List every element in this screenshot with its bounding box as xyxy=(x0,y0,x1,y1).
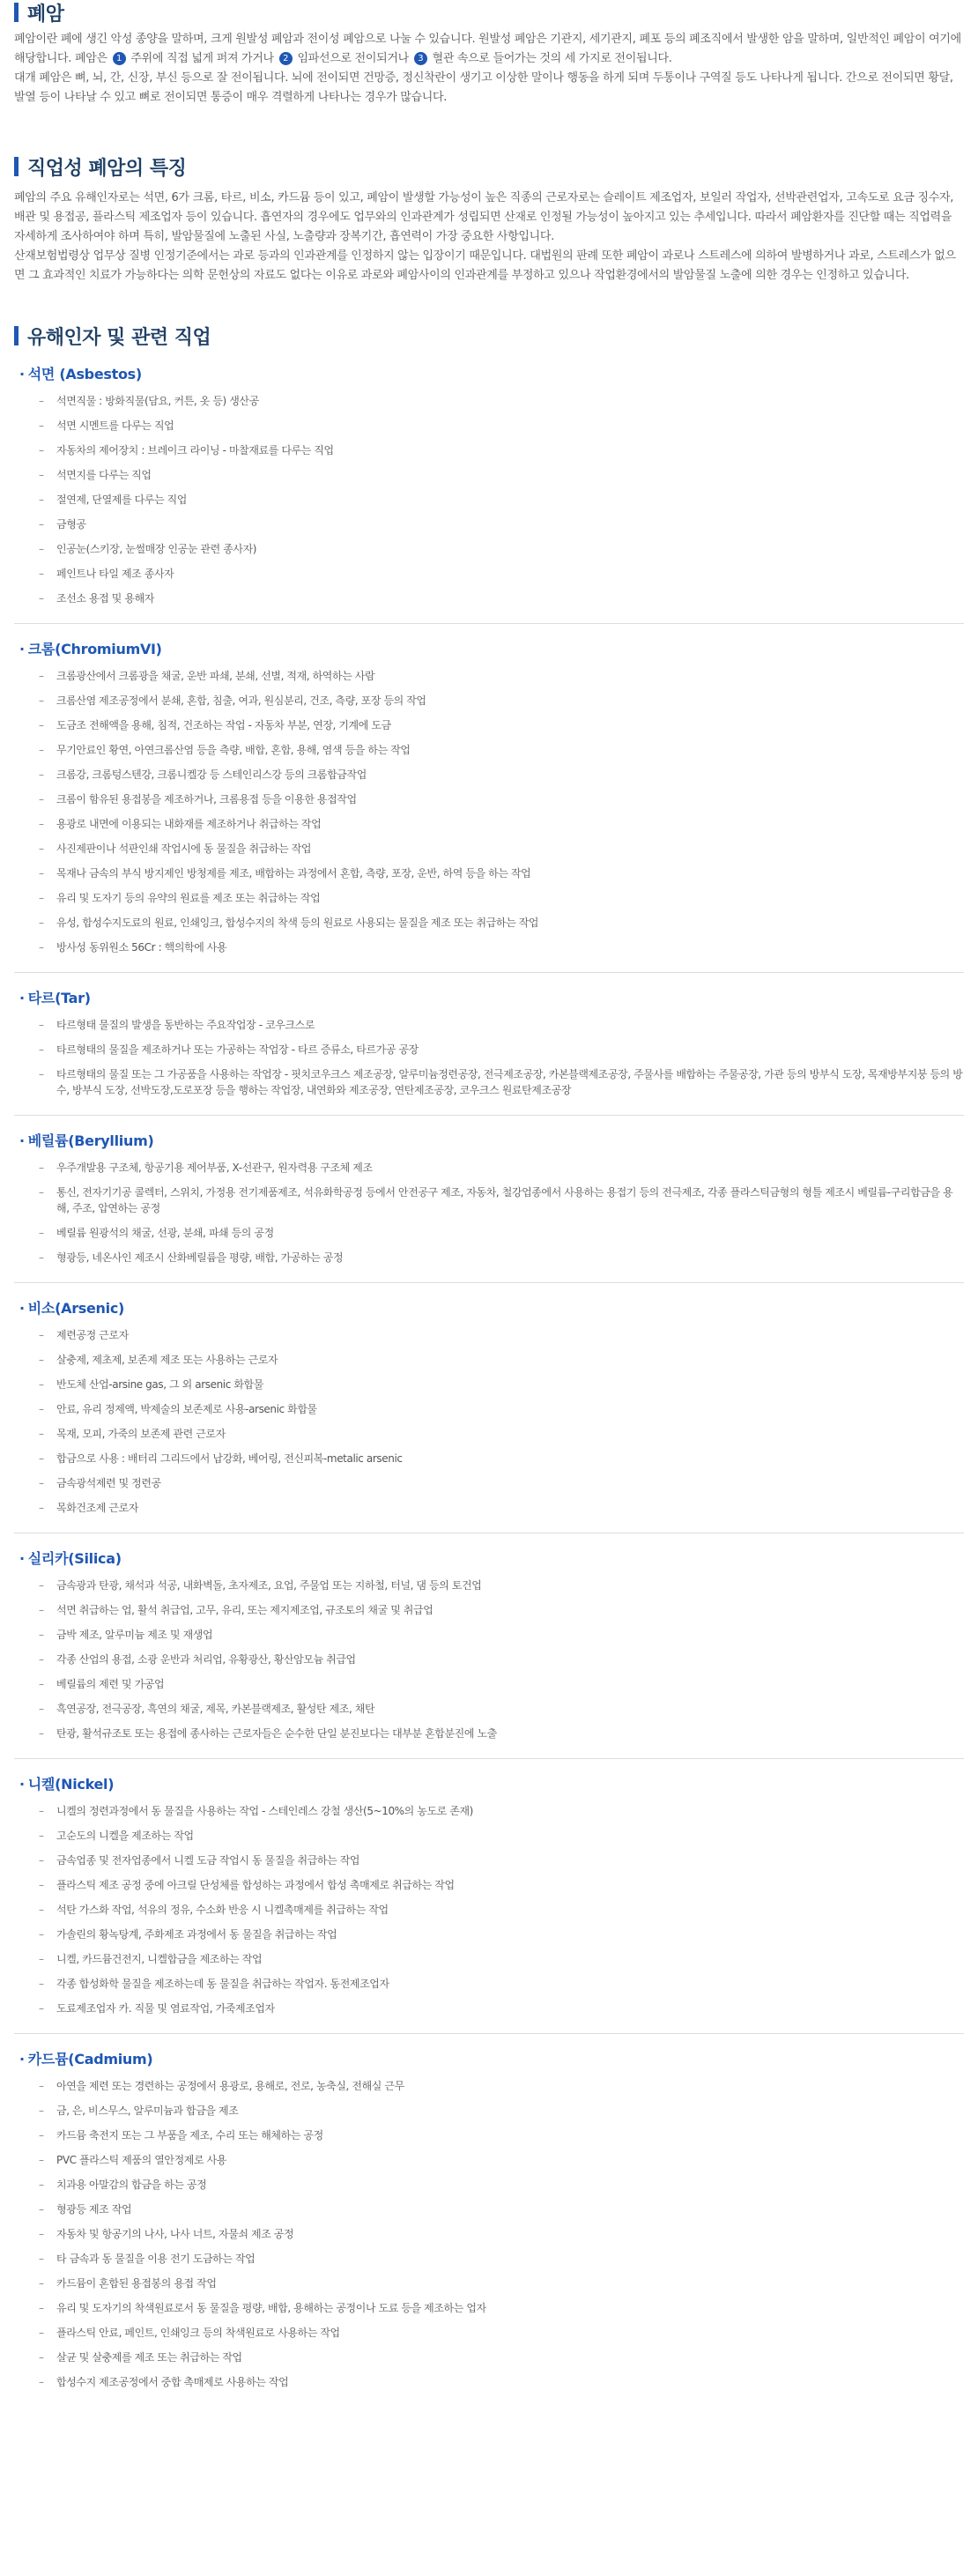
list-item: – 도료제조업자 카. 직물 및 염료작업, 가죽제조업자 xyxy=(39,1996,964,2021)
list-item: – 베릴륨의 제련 및 가공업 xyxy=(39,1672,964,1696)
list-item: – 유리 및 도자기 등의 유약의 원료를 제조 또는 취급하는 작업 xyxy=(39,886,964,910)
list-item: – 안료, 유리 정제액, 박제술의 보존제로 사용-arsenic 화합물 xyxy=(39,1397,964,1422)
bullet-dot-icon: · xyxy=(19,1300,25,1317)
list-item: – 인공눈(스키장, 눈썰매장 인공눈 관련 종사자) xyxy=(39,537,964,561)
list-item: – 탄광, 활석규조토 또는 용접에 종사하는 근로자들은 순수한 단일 분진보다는 대부분 혼합분진에 노출 xyxy=(39,1721,964,1746)
list-item: – 목재, 모피, 가죽의 보존제 관련 근로자 xyxy=(39,1422,964,1446)
list-item: – 타르형태 물질의 발생을 동반하는 주요작업장 - 코우크스로 xyxy=(39,1013,964,1037)
hazard-item-list xyxy=(14,389,964,611)
bullet-dot-icon: · xyxy=(19,1132,25,1149)
list-item: – 목재나 금속의 부식 방지제인 방청제를 제조, 배합하는 과정에서 혼합, 측량, 포장, 운반, 하역 등을 하는 작업 xyxy=(39,861,964,886)
list-item: – 금박 제조, 알루미늄 제조 및 재생업 xyxy=(39,1622,964,1647)
list-item: – 형광등 제조 작업 xyxy=(39,2197,964,2222)
list-item: – 타 금속과 동 물질을 이용 전기 도금하는 작업 xyxy=(39,2246,964,2271)
list-item: – 크롬강, 크롬텅스텐강, 크롬니켈강 등 스테인리스강 등의 크롬합금작업 xyxy=(39,762,964,787)
list-item: – 살균 및 살충제를 제조 또는 취급하는 작업 xyxy=(39,2345,964,2370)
list-item: – 도금조 전해액을 용해, 침적, 건조하는 작업 - 자동차 부분, 연장, 기계에 도금 xyxy=(39,713,964,738)
section-title-occupational xyxy=(14,153,964,180)
list-item: – 흑연공장, 전극공장, 흑연의 채굴, 제목, 카본블랙제조, 활성탄 제조, 채탄 xyxy=(39,1696,964,1721)
hazard-group xyxy=(14,1758,964,2021)
list-item: – 금형공 xyxy=(39,512,964,537)
number-2-icon: 2 xyxy=(279,52,293,65)
hazard-item-list xyxy=(14,1573,964,1746)
list-item: – 아연을 제련 또는 경련하는 공정에서 용광로, 용해로, 전로, 농축실, 전해실 근무 xyxy=(39,2074,964,2098)
list-item: – 석면 취급하는 업, 활석 취급업, 고무, 유리, 또는 제지제조업, 규조토의 채굴 및 취급업 xyxy=(39,1598,964,1622)
hazard-group xyxy=(14,2033,964,2394)
hazard-group-title-text: 크롬(ChromiumVI) xyxy=(27,641,162,657)
list-item: – 각종 산업의 용접, 소광 운반과 처리업, 유황광산, 황산암모늄 취급업 xyxy=(39,1647,964,1672)
list-item: – 타르형태의 물질 또는 그 가공품을 사용하는 작업장 - 핏치코우크스 제조공장, 알루미늄정련공장, 전극제조공장, 카본블랙제조공장, 주물사를 배합하는 주물공장, 가관 등의 방부식 도장, 목재방부지붕 등의 방수, 방부식 도장, 선박도장,도로포장 등을 행하는 작업장, 내연화와 제조공장, 연탄제조공장, 코우크스 원료탄제조공장 xyxy=(39,1062,964,1102)
list-item: – 목화건조제 근로자 xyxy=(39,1496,964,1520)
hazard-group-title xyxy=(19,363,964,383)
list-item: – 플라스틱 제조 공정 중에 아크릴 단성체를 합성하는 과정에서 합성 촉매제로 취급하는 작업 xyxy=(39,1873,964,1897)
list-item: – 조선소 용접 및 용해자 xyxy=(39,586,964,611)
hazard-group xyxy=(14,1533,964,1746)
hazard-group-title-text: 타르(Tar) xyxy=(27,990,91,1006)
list-item: – 제련공정 근로자 xyxy=(39,1323,964,1347)
hazard-group xyxy=(14,623,964,960)
hazard-group xyxy=(14,349,964,611)
number-3-icon: 3 xyxy=(414,52,427,65)
list-item: – 플라스틱 안료, 페인트, 인쇄잉크 등의 착색원료로 사용하는 작업 xyxy=(39,2320,964,2345)
list-item: – 유리 및 도자기의 착색원료로서 동 물질을 평량, 배합, 용해하는 공정이나 도료 등을 제조하는 업자 xyxy=(39,2296,964,2320)
hazard-group-title xyxy=(19,638,964,658)
hazard-item-list xyxy=(14,664,964,960)
section-title-text: 폐암 xyxy=(27,3,64,26)
list-item: – 자동차 및 항공기의 나사, 나사 너트, 자물쇠 제조 공정 xyxy=(39,2222,964,2246)
hazard-group-title xyxy=(19,1297,964,1318)
hazard-group-title-text: 카드뮴(Cadmium) xyxy=(27,2051,153,2067)
list-item: – 금속업종 및 전자업종에서 니켈 도금 작업시 동 물질을 취급하는 작업 xyxy=(39,1848,964,1873)
list-item: – 석면 시멘트를 다루는 직업 xyxy=(39,413,964,438)
occupational-paragraph-2: 산재보험법령상 업무상 질병 인정기준에서는 과로 등과의 인과관계를 인정하지 않는 입장이기 때문입니다. 대법원의 판례 또한 폐암이 과로나 스트레스에 의하여 발병하거나 과로, 스트레스가 없으면 그 효과적인 치료가 가능하다는 의학 문헌상의 자료도 없다는 이유로 과로와 폐암사이의 인과관계를 부정하고 있으나 작업환경에서의 발암물질 노출에 의한 경우는 인정하고 있습니다. xyxy=(14,249,956,282)
list-item: – 합성수지 제조공정에서 중합 촉매제로 사용하는 작업 xyxy=(39,2370,964,2394)
lung-cancer-paragraph-1: 폐암이란 폐에 생긴 악성 종양을 말하며, 크게 원발성 폐암과 전이성 폐암으로 나눌 수 있습니다. 원발성 폐암은 기관지, 세기관지, 폐포 등의 폐조직에서 발생한 암을 말하며, 일반적인 폐암이 여기에 해당합니다. 폐암은 1 주위에 직접 넓게 퍼져 가거나 2 임파선으로 전이되거나 3 혈관 속으로 들어가는 것의 세 가지로 전이됩니다. xyxy=(14,33,961,65)
hazard-group xyxy=(14,1115,964,1270)
list-item: – 살충제, 제초제, 보존제 제조 또는 사용하는 근로자 xyxy=(39,1347,964,1372)
hazard-group-title xyxy=(19,987,964,1007)
list-item: – 페인트나 타일 제조 종사자 xyxy=(39,561,964,586)
hazard-group-title-text: 베릴륨(Beryllium) xyxy=(27,1132,154,1149)
list-item: – 가솔린의 황녹탕계, 주화제조 과정에서 동 물질을 취급하는 작업 xyxy=(39,1922,964,1947)
list-item: – 카드뮴이 혼합된 용접봉의 용접 작업 xyxy=(39,2271,964,2296)
hazard-item-list xyxy=(14,1013,964,1102)
list-item: – 형광등, 네온사인 제조시 산화베릴륨을 평량, 배합, 가공하는 공정 xyxy=(39,1245,964,1270)
hazard-item-list xyxy=(14,2074,964,2394)
list-item: – 금속광석제련 및 정련공 xyxy=(39,1471,964,1496)
list-item: – 사진제판이나 석판인쇄 작업시에 동 물질을 취급하는 작업 xyxy=(39,836,964,861)
list-item: – 절연제, 단열제를 다루는 직업 xyxy=(39,487,964,512)
section-title-lung-cancer xyxy=(14,0,964,25)
list-item: – 반도체 산업-arsine gas, 그 외 arsenic 화합물 xyxy=(39,1372,964,1397)
number-1-icon: 1 xyxy=(113,52,126,65)
list-item: – 통신, 전자기기공 콜렉터, 스위치, 가정용 전기제품제조, 석유화학공정 등에서 안전공구 제조, 자동차, 철강업종에서 사용하는 용접기 등의 전극제조, 각종 플라스틱금형의 형틀 제조시 베릴륨-구리합금을 용해, 주조, 압연하는 공정 xyxy=(39,1180,964,1221)
list-item: – 금, 은, 비스무스, 알루미늄과 합금을 제조 xyxy=(39,2098,964,2123)
list-item: – 치과용 아말감의 합금을 하는 공정 xyxy=(39,2172,964,2197)
list-item: – 유성, 합성수지도료의 원료, 인쇄잉크, 합성수지의 착색 등의 원료로 사용되는 물질을 제조 또는 취급하는 작업 xyxy=(39,910,964,935)
list-item: – 우주개발용 구조체, 항공기용 제어부품, X-선관구, 원자력용 구조체 제조 xyxy=(39,1155,964,1180)
list-item: – 자동차의 제어장치 : 브레이크 라이닝 - 마찰재료를 다루는 직업 xyxy=(39,438,964,463)
hazard-group-title xyxy=(19,1130,964,1150)
list-item: – 금속광과 탄광, 채석과 석공, 내화벽돌, 초자제조, 요업, 주물업 또는 지하철, 터널, 댐 등의 토건업 xyxy=(39,1573,964,1598)
hazard-group-title-text: 실리카(Silica) xyxy=(27,1550,122,1567)
hazard-group-title xyxy=(19,1773,964,1793)
list-item: – 석면지를 다루는 직업 xyxy=(39,463,964,487)
hazard-group-title-text: 비소(Arsenic) xyxy=(27,1300,125,1317)
lung-cancer-paragraph-2: 대개 폐암은 뼈, 뇌, 간, 신장, 부신 등으로 잘 전이됩니다. 뇌에 전이되면 건망증, 정신착란이 생기고 이상한 말이나 행동을 하게 되며 두통이나 구역질 등도 나타나게 됩니다. 간으로 전이되면 황달, 발열 등이 나타날 수 있고 뼈로 전이되면 통증이 매우 격렬하게 나타나는 경우가 많습니다. xyxy=(14,71,953,104)
hazard-group xyxy=(14,1282,964,1520)
section-title-hazards xyxy=(14,323,964,349)
title-bar-icon xyxy=(14,3,19,22)
hazard-groups xyxy=(14,349,964,2394)
list-item: – 카드뮴 축전지 또는 그 부품을 제조, 수리 또는 해체하는 공정 xyxy=(39,2123,964,2148)
hazard-group-title-text: 석면 (Asbestos) xyxy=(27,366,142,382)
hazard-item-list xyxy=(14,1799,964,2021)
occupational-paragraph-1: 폐암의 주요 유해인자로는 석면, 6가 크롬, 타르, 비소, 카드뮴 등이 있고, 폐암이 발생할 가능성이 높은 직종의 근로자로는 슬레이트 제조업자, 보일러 작업자, 선박관련업자, 고속도로 요금 징수자, 배관 및 용접공, 플라스틱 제조업자 등이 있습니다. 흡연자의 경우에도 업무와의 인과관계가 성립되면 산재로 인정될 가능성이 높아지고 있는 추세입니다. 따라서 폐암환자를 진단할 때는 직업력을 자세하게 조사하여야 하며 특히, 발암물질에 노출된 사실, 노출량과 장복기간, 흡연력이 가장 중요한 사항입니다. xyxy=(14,191,954,243)
hazard-group xyxy=(14,972,964,1102)
list-item: – 크롬산염 제조공정에서 분쇄, 혼합, 침출, 여과, 원심분리, 건조, 측량, 포장 등의 작업 xyxy=(39,688,964,713)
list-item: – 석면직물 : 방화직물(담요, 커튼, 옷 등) 생산공 xyxy=(39,389,964,413)
bullet-dot-icon: · xyxy=(19,990,25,1006)
section-title-text: 유해인자 및 관련 직업 xyxy=(27,326,211,349)
list-item: – 각종 합성화학 물질을 제조하는데 동 물질을 취급하는 작업자. 동전제조업자 xyxy=(39,1971,964,1996)
hazard-item-list xyxy=(14,1323,964,1520)
list-item: – 합금으로 사용 : 배터리 그리드에서 납강화, 베어링, 전신피복-metalic arsenic xyxy=(39,1446,964,1471)
hazard-group-title-text: 니켈(Nickel) xyxy=(27,1776,115,1793)
list-item: – 무기안료인 황연, 아연크롬산염 등을 측량, 배합, 혼합, 용해, 염색 등을 하는 작업 xyxy=(39,738,964,762)
bullet-dot-icon: · xyxy=(19,1550,25,1567)
hazard-group-title xyxy=(19,2048,964,2068)
list-item: – 고순도의 니켈을 제조하는 작업 xyxy=(39,1823,964,1848)
bullet-dot-icon: · xyxy=(19,641,25,657)
title-bar-icon xyxy=(14,326,19,345)
title-bar-icon xyxy=(14,157,19,176)
section-title-text: 직업성 폐암의 특징 xyxy=(27,157,187,180)
list-item: – 크롬이 함유된 용접봉을 제조하거나, 크롬용접 등을 이용한 용접작업 xyxy=(39,787,964,812)
list-item: – 타르형태의 물질을 제조하거나 또는 가공하는 작업장 - 타르 증류소, 타르가공 공장 xyxy=(39,1037,964,1062)
list-item: – 니켈의 정련과정에서 동 물질을 사용하는 작업 - 스테인레스 강철 생산(5~10%의 농도로 존재) xyxy=(39,1799,964,1823)
hazard-item-list xyxy=(14,1155,964,1270)
bullet-dot-icon: · xyxy=(19,2051,25,2067)
bullet-dot-icon: · xyxy=(19,366,25,382)
list-item: – PVC 플라스틱 제품의 열안정제로 사용 xyxy=(39,2148,964,2172)
list-item: – 용광로 내면에 이용되는 내화재를 제조하거나 취급하는 작업 xyxy=(39,812,964,836)
hazard-group-title xyxy=(19,1548,964,1568)
list-item: – 석탄 가스화 작업, 석유의 정유, 수소화 반응 시 니켈촉매제를 취급하는 작업 xyxy=(39,1897,964,1922)
bullet-dot-icon: · xyxy=(19,1776,25,1793)
list-item: – 베릴륨 원광석의 채굴, 선광, 분쇄, 파쇄 등의 공정 xyxy=(39,1221,964,1245)
list-item: – 니켈, 카드뮴건전지, 니켈합금을 제조하는 작업 xyxy=(39,1947,964,1971)
list-item: – 크롬광산에서 크롬광을 채굴, 운반 파쇄, 분쇄, 선별, 적재, 하역하는 사람 xyxy=(39,664,964,688)
list-item: – 방사성 동위원소 56Cr : 핵의학에 사용 xyxy=(39,935,964,960)
